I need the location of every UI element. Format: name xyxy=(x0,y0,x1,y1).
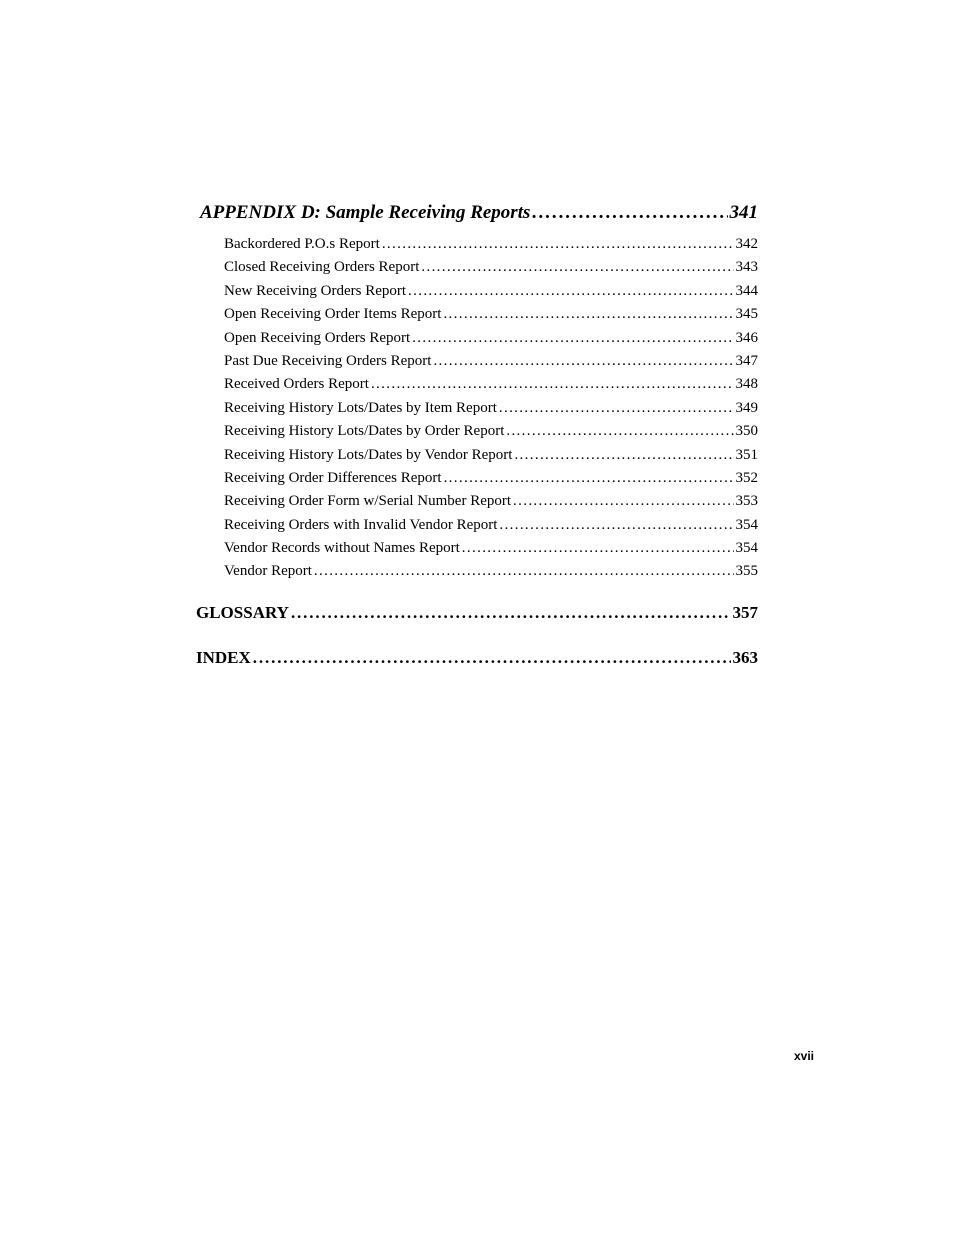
toc-entry[interactable] xyxy=(224,467,758,490)
toc-entry-page: 347 xyxy=(735,352,758,369)
toc-entry-title: Receiving History Lots/Dates by Order Report xyxy=(224,423,505,440)
toc-entry-title: Closed Receiving Orders Report xyxy=(224,259,420,276)
toc-entry-title: Backordered P.O.s Report xyxy=(224,236,380,252)
toc-entry-title: Receiving Order Form w/Serial Number Report xyxy=(224,493,512,510)
toc-glossary-title: GLOSSARY xyxy=(196,602,289,622)
toc-entry-title: Open Receiving Orders Report xyxy=(224,329,411,346)
toc-entry[interactable] xyxy=(224,514,758,537)
toc-entry-page: 346 xyxy=(735,329,758,346)
toc-entry-title: Receiving History Lots/Dates by Vendor Report xyxy=(224,446,513,463)
toc-leader-dots xyxy=(408,280,733,303)
toc-entry[interactable] xyxy=(224,256,758,279)
table-of-contents xyxy=(196,202,758,674)
toc-leader-dots xyxy=(314,560,734,583)
toc-leader-dots xyxy=(444,467,734,490)
toc-leader-dots xyxy=(499,514,733,537)
toc-entry[interactable] xyxy=(224,420,758,443)
toc-leader-dots xyxy=(253,648,731,668)
toc-leader-dots xyxy=(412,327,733,350)
toc-entry-page: 355 xyxy=(735,563,758,580)
page-number: xvii xyxy=(793,1049,814,1063)
toc-leader-dots xyxy=(499,397,734,420)
toc-leader-dots xyxy=(291,603,731,623)
toc-entry-page: 349 xyxy=(735,399,758,416)
toc-entry[interactable] xyxy=(224,537,758,560)
toc-entry-title: New Receiving Orders Report xyxy=(224,282,407,299)
toc-leader-dots xyxy=(506,420,733,443)
toc-appendix-page: 341 xyxy=(729,202,758,223)
toc-entry-page: 344 xyxy=(735,282,758,299)
toc-leader-dots xyxy=(421,256,733,279)
toc-appendix-entries xyxy=(196,233,758,584)
toc-entry-title: Receiving Orders with Invalid Vendor Report xyxy=(224,516,498,533)
toc-appendix-title: APPENDIX D: Sample Receiving Reports xyxy=(200,202,531,223)
toc-entry[interactable] xyxy=(224,327,758,350)
toc-entry[interactable] xyxy=(224,560,758,583)
toc-entry[interactable] xyxy=(224,444,758,467)
toc-leader-dots xyxy=(462,537,734,560)
toc-appendix-d[interactable] xyxy=(196,202,758,230)
toc-entry[interactable] xyxy=(224,303,758,326)
toc-glossary[interactable] xyxy=(196,603,758,629)
toc-leader-dots xyxy=(382,233,734,256)
toc-entry[interactable] xyxy=(224,350,758,373)
toc-entry-page: 343 xyxy=(735,259,758,276)
toc-entry-page: 353 xyxy=(735,493,758,510)
toc-entry-title: Vendor Records without Names Report xyxy=(224,540,460,557)
toc-leader-dots xyxy=(443,303,733,326)
toc-entry-page: 352 xyxy=(735,469,758,486)
toc-leader-dots xyxy=(513,490,733,513)
toc-entry[interactable] xyxy=(224,397,758,420)
toc-entry-page: 348 xyxy=(735,376,758,393)
toc-entry-page: 345 xyxy=(735,306,758,323)
toc-leader-dots xyxy=(371,373,734,396)
toc-entry-page: 342 xyxy=(735,236,758,252)
toc-leader-dots xyxy=(514,444,733,467)
toc-entry-page: 354 xyxy=(735,540,758,557)
toc-entry[interactable] xyxy=(224,280,758,303)
toc-entry-title: Receiving History Lots/Dates by Item Report xyxy=(224,399,497,416)
toc-entry-title: Vendor Report xyxy=(224,563,312,580)
toc-entry[interactable] xyxy=(224,373,758,396)
toc-entry-title: Open Receiving Order Items Report xyxy=(224,306,442,323)
toc-index[interactable] xyxy=(196,648,758,674)
toc-index-title: INDEX xyxy=(196,647,251,667)
toc-entry[interactable] xyxy=(224,233,758,256)
toc-entry[interactable] xyxy=(224,490,758,513)
toc-entry-title: Receiving Order Differences Report xyxy=(224,469,442,486)
toc-entry-title: Received Orders Report xyxy=(224,376,369,393)
toc-entry-page: 350 xyxy=(735,423,758,440)
toc-index-page: 363 xyxy=(732,647,758,667)
toc-entry-page: 354 xyxy=(735,516,758,533)
toc-entry-page: 351 xyxy=(735,446,758,463)
toc-leader-dots xyxy=(532,202,727,224)
toc-glossary-page: 357 xyxy=(732,602,758,622)
toc-entry-title: Past Due Receiving Orders Report xyxy=(224,352,432,369)
toc-leader-dots xyxy=(433,350,733,373)
